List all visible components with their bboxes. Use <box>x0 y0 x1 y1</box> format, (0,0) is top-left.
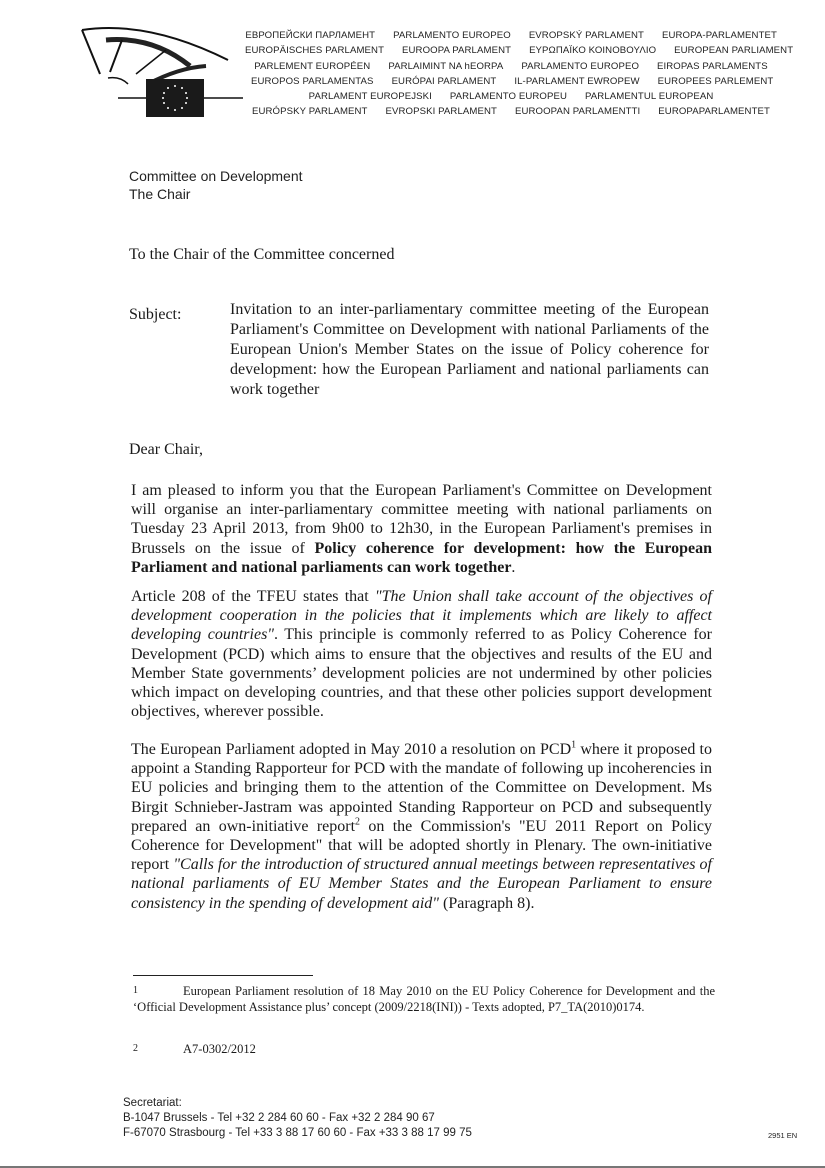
eu-flag-icon <box>146 79 204 117</box>
parliament-name: PARLAMENTO EUROPEU <box>449 91 567 103</box>
footnote-text: A7-0302/2012 <box>183 1042 256 1056</box>
names-row <box>236 59 786 74</box>
parliament-name: PARLAMENTO EUROPEO <box>393 30 511 41</box>
body-paragraph-1 <box>131 481 712 577</box>
parliament-name: PARLAMENTUL EUROPEAN <box>585 91 714 103</box>
parliament-name: EURÓPSKY PARLAMENT <box>251 106 368 118</box>
body-paragraph-3 <box>131 740 712 913</box>
footnote-2 <box>133 1041 715 1057</box>
parliament-name: ΕΥΡΩΠΑΪΚΟ ΚΟΙΝΟΒΟΥΛΙΟ <box>529 45 657 57</box>
parliament-name: ЕВРОПЕЙСКИ ПАРЛАМЕНТ <box>245 30 376 41</box>
paragraph-text: . <box>511 558 516 576</box>
parliament-name: EUROOPAN PARLAMENTTI <box>514 106 641 118</box>
parliament-name: PARLAMENT EUROPEJSKI <box>308 91 432 103</box>
parliament-name: EVROPSKÝ PARLAMENT <box>528 30 644 41</box>
footnote-ref-1[interactable]: 1 <box>571 739 577 751</box>
footnote-text: European Parliament resolution of 18 May 2010 on the EU Policy Coherence for Development and the ‘Official Development Assistance plus’ concept (2009/2218(INI)) - Texts adopted, P7_TA(2010)0174. <box>133 984 715 1014</box>
report-quote: "Calls for the introduction of structured annual meetings between representatives of national parliaments of EU Member States and the European Parliament to ensure consistency in the spending of development aid" <box>131 856 712 912</box>
parliament-name: EIROPAS PARLAMENTS <box>657 60 768 72</box>
footnote-mark: 1 <box>133 985 138 996</box>
footnote-1 <box>133 983 715 1015</box>
names-row <box>236 104 786 119</box>
parliament-name: EUROPOS PARLAMENTAS <box>251 75 374 87</box>
paragraph-text: on the Commission's "EU 2011 Report on Policy Coherence for Development" that will be adopted shortly in Plenary. The own-initiative report <box>131 817 713 874</box>
european-parliament-logo <box>78 26 243 118</box>
meeting-topic-bold: Policy coherence for development: how the European Parliament and national parliaments can work together <box>131 539 713 576</box>
parliament-name: PARLAMENTO EUROPEO <box>521 60 640 72</box>
strasbourg-contact: F-67070 Strasbourg - Tel +33 3 88 17 60 60 - Fax +33 3 88 17 99 75 <box>123 1127 472 1139</box>
parliament-name: PARLAIMINT NA hEORPA <box>388 60 504 72</box>
subject-label: Subject: <box>129 306 182 323</box>
footnote-separator <box>133 975 313 976</box>
names-row <box>236 89 786 104</box>
salutation: Dear Chair, <box>129 441 203 458</box>
sender-committee: Committee on Development <box>129 168 303 184</box>
footnote-mark: 2 <box>133 1043 138 1054</box>
tfeu-quote: "The Union shall take account of the objectives of development cooperation in the policies that it implements which are likely to affect developing countries" <box>131 588 712 644</box>
parliament-names <box>236 28 794 120</box>
paragraph-text: The European Parliament adopted in May 2010 a resolution on PCD <box>131 741 572 758</box>
paragraph-text: I am pleased to inform you that the European Parliament's Committee on Development will organise an inter-parliamentary committee meeting with national parliaments on Tuesday 23 April 2013, from 9h00 to 12h30, in the European Parliament's premises in Brussels on the issue of <box>131 482 712 557</box>
addressee: To the Chair of the Committee concerned <box>129 246 395 263</box>
parliament-name: EVROPSKI PARLAMENT <box>385 106 497 118</box>
names-row <box>236 74 786 89</box>
sender-block <box>129 167 303 203</box>
paragraph-text: . This principle is commonly referred to as Policy Coherence for Development (PCD) which aims to ensure that the objectives and results of the EU and Member State governments’ development policies are not undermined by other policies which impact on developing countries, and that these other policies support development objectives, wherever possible. <box>131 626 712 721</box>
names-row <box>236 28 786 43</box>
parliament-name: PARLEMENT EUROPÉEN <box>254 60 371 72</box>
names-row <box>236 43 794 58</box>
parliament-name: EUROOPA PARLAMENT <box>402 45 512 57</box>
footnote-ref-2[interactable]: 2 <box>355 816 361 828</box>
paragraph-text: (Paragraph 8). <box>438 894 535 912</box>
subject-text: Invitation to an inter-parliamentary committee meeting of the European Parliament's Committee on Development with national Parliaments of the European Union's Member States on the issue of Policy coherence for development: how the European Parliament and national parliaments can work together <box>230 301 709 398</box>
parliament-name: EUROPÄISCHES PARLAMENT <box>245 45 385 57</box>
parliament-name: EUROPEAN PARLIAMENT <box>674 45 794 57</box>
document-code: 2951 EN <box>768 1131 798 1140</box>
parliament-name: IL-PARLAMENT EWROPEW <box>514 75 640 87</box>
sender-role: The Chair <box>129 186 191 202</box>
body-paragraph-2 <box>131 587 712 721</box>
parliament-name: EUROPAPARLAMENTET <box>658 106 770 118</box>
parliament-name: EURÓPAI PARLAMENT <box>391 75 497 87</box>
parliament-name: EUROPEES PARLEMENT <box>657 75 774 87</box>
brussels-contact: B-1047 Brussels - Tel +32 2 284 60 60 - Fax +32 2 284 90 67 <box>123 1112 435 1124</box>
paragraph-text: Article 208 of the TFEU states that <box>131 588 375 605</box>
secretariat-label: Secretariat: <box>123 1097 182 1109</box>
parliament-name: EUROPA-PARLAMENTET <box>662 30 777 41</box>
secretariat-footer <box>123 1096 472 1141</box>
paragraph-text: where it proposed to appoint a Standing Rapporteur for PCD with the mandate of following up incoherencies in EU policies and bringing them to the attention of the Committee on Development. Ms Birgit Schnieber-Jastram was appointed Standing Rapporteur on PCD and subsequently prepared an own-initiative report <box>131 741 712 835</box>
